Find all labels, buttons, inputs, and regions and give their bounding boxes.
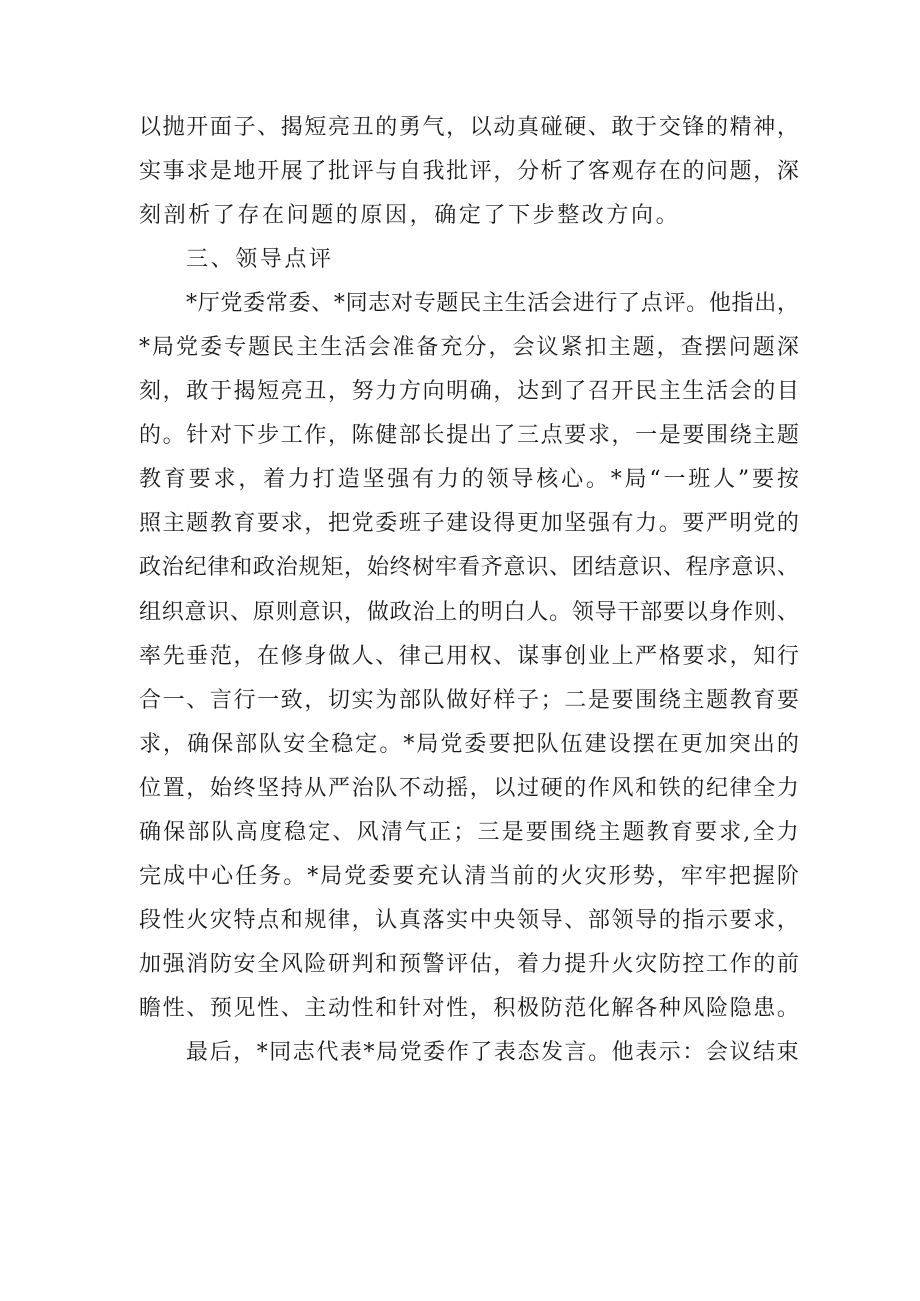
text-line: 率 先 垂 范 ， 在 修 身 做 人 、 律 己 用 权 、 谋 事 创 业 上 严 格 要 求 ， 知 行 [139, 643, 799, 669]
text-line: 位 置 ， 始 终 坚 持 从 严 治 队 不 动 摇 ， 以 过 硬 的 作 风 和 铁 的 纪 律 全 力 [139, 775, 799, 801]
text-line: 教 育 要 求 ， 着 力 打 造 坚 强 有 力 的 领 导 核 心 。 * 局 “ 一 班 人 ” 要 按 [139, 467, 799, 493]
text-line: 加 强 消 防 安 全 风 险 研 判 和 预 警 评 估 ， 着 力 提 升 火 灾 防 控 工 作 的 前 [139, 951, 799, 977]
text-line: 段 性 火 灾 特 点 和 规 律 ， 认 真 落 实 中 央 领 导 、 部 领 导 的 指 示 要 求 ， [139, 907, 799, 933]
section-heading: 三、领导点评 [186, 247, 334, 273]
text-line: 完 成 中 心 任 务 。 * 局 党 委 要 充 认 清 当 前 的 火 灾 形 势 ， 牢 牢 把 握 阶 [139, 863, 799, 889]
text-line: 最 后 ， * 同 志 代 表 * 局 党 委 作 了 表 态 发 言 。 他 表 示 ： 会 议 结 束 [186, 1039, 799, 1065]
text-line: * 厅 党 委 常 委 、 * 同 志 对 专 题 民 主 生 活 会 进 行 了 点 评 。 他 指 出 ， [186, 291, 799, 317]
text-line: * 局 党 委 专 题 民 主 生 活 会 准 备 充 分 ， 会 议 紧 扣 主 题 ， 查 摆 问 题 深 [139, 335, 799, 361]
text-line: 刻剖析了存在问题的原因，确定了下步整改方向。 [139, 203, 681, 229]
text-line: 组 织 意 识 、 原 则 意 识 ， 做 政 治 上 的 明 白 人 。 领 导 干 部 要 以 身 作 则 、 [139, 599, 799, 625]
text-line: 瞻 性 、 预 见 性 、 主 动 性 和 针 对 性 ， 积 极 防 范 化 解 各 种 风 险 隐 患 。 [139, 995, 799, 1021]
text-line: 合 一 、 言 行 一 致 ， 切 实 为 部 队 做 好 样 子 ； 二 是 要 围 绕 主 题 教 育 要 [139, 687, 799, 713]
text-line: 的 。 针 对 下 步 工 作 ， 陈 健 部 长 提 出 了 三 点 要 求 ， 一 是 要 围 绕 主 题 [139, 423, 799, 449]
text-line: 政 治 纪 律 和 政 治 规 矩 ， 始 终 树 牢 看 齐 意 识 、 团 结 意 识 、 程 序 意 识 、 [139, 555, 799, 581]
text-line: 刻 ， 敢 于 揭 短 亮 丑 ， 努 力 方 向 明 确 ， 达 到 了 召 开 民 主 生 活 会 的 目 [139, 379, 799, 405]
text-line: 实 事 求 是 地 开 展 了 批 评 与 自 我 批 评 ， 分 析 了 客 观 存 在 的 问 题 ， 深 [139, 159, 799, 185]
text-line: 确 保 部 队 高 度 稳 定 、 风 清 气 正 ； 三 是 要 围 绕 主 题 教 育 要 求 , 全 力 [139, 819, 799, 845]
text-line: 照 主 题 教 育 要 求 ， 把 党 委 班 子 建 设 得 更 加 坚 强 有 力 。 要 严 明 党 的 [139, 511, 799, 537]
text-line: 以 抛 开 面 子 、 揭 短 亮 丑 的 勇 气 ， 以 动 真 碰 硬 、 敢 于 交 锋 的 精 神 ， [139, 115, 799, 140]
text-line: 求 ， 确 保 部 队 安 全 稳 定 。 * 局 党 委 要 把 队 伍 建 设 摆 在 更 加 突 出 的 [139, 731, 799, 757]
document-body [139, 106, 799, 1075]
